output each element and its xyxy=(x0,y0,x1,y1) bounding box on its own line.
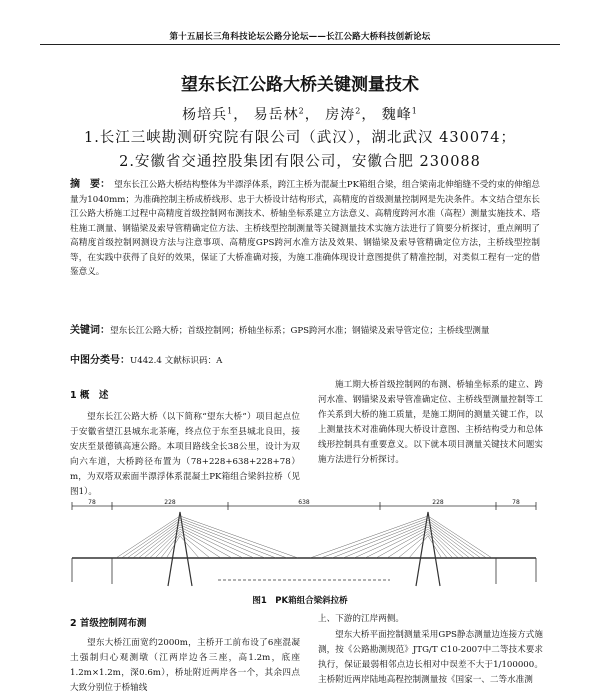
document-code-label: 文献标识码： xyxy=(164,356,217,366)
stay-cable xyxy=(428,534,447,558)
classification-label: 中图分类号： xyxy=(70,355,130,366)
author-name: 房涛 xyxy=(325,107,356,123)
stay-cable xyxy=(387,531,428,558)
abstract-text: 望东长江公路大桥结构整体为半漂浮体系，跨江主桥为混凝土PK箱组合梁，组合梁南北伸缩缝不受约束的伸缩总量为1040mm；为准确控制主桥成桥线形、忠于大桥设计结构形式，高精度的首级测量控制网是先决条件。本文结合望东长江公路大桥施工过程中高精度首级控制网布测技术、桥轴坐标系建立方法意义、高精度跨河水准（高程）测量实施技术、塔柱施工测量、钢锚梁及索导管精确定位方法、主桥线型控制测量等关键测量技术实施方法进行了简要分析探讨，重点阐明了高精度首级控制网测设方法与注意事项、高精度GPS跨河水准方法及效果、钢锚梁及索导管精确定位方法，主桥线型控制等，在实践中获得了良好的效果，保证了大桥准确对接，为施工准确体现设计意图提供了精准控制，对类似工程有一定的借鉴意义。 xyxy=(70,180,540,277)
tower-right xyxy=(416,512,440,586)
stay-cable xyxy=(428,520,481,558)
cable-stayed-bridge-drawing xyxy=(68,494,540,590)
section-2-heading: 2 首级控制网布测 xyxy=(70,618,147,629)
figure-1-caption: 图1 PK箱组合梁斜拉桥 xyxy=(252,596,348,606)
keywords-label: 关键词： xyxy=(70,325,110,336)
author-name: 易岳林 xyxy=(253,107,299,123)
section-2-right-top: 上、下游的江岸两侧。 xyxy=(318,614,404,624)
classification xyxy=(70,354,540,369)
section-1-left-paragraph: 望东长江公路大桥（以下简称“望东大桥”）项目起点位于安徽省望江县城东北茶庵，终点位于东至县城北良田，接安庆至景德镇高速公路。本项目路线全长38公里，设计为双向六车道，大桥跨径布置为（78+228+638+228+78）m，为双塔双索面半漂浮体系混凝土PK箱组合梁斜拉桥（见图1）。 xyxy=(70,412,300,497)
section-1-heading: 1 概 述 xyxy=(70,390,109,401)
affiliation-1: 1.长江三峡勘测研究院有限公司（武汉），湖北武汉 430074； xyxy=(83,130,517,146)
stay-cable xyxy=(365,527,428,558)
author-name: 魏峰 xyxy=(381,107,412,123)
stay-cable xyxy=(180,531,221,558)
stay-cable xyxy=(310,516,428,558)
keywords-text: 望东长江公路大桥；首级控制网；桥轴坐标系；GPS跨河水准；钢锚梁及索导管定位；主桥线型测量 xyxy=(110,326,490,336)
author-affiliation-mark: 2 xyxy=(355,106,362,116)
stay-cable xyxy=(180,527,243,558)
span-label: 78 xyxy=(512,499,520,506)
author-affiliation-mark: 2 xyxy=(298,106,305,116)
classification-code: U442.4 xyxy=(130,356,162,366)
figure-1 xyxy=(68,494,540,590)
section-2-right-paragraph: 望东大桥平面控制测量采用GPS静态测量边连接方式施测，按《公路勘测规范》JTG/T C10-2007中二等技术要求执行，保证最弱相邻点边长相对中误差不大于1/100000。主桥附近两岸陆地高程控制测量按《国家一、二等水准测 xyxy=(318,630,543,685)
span-label: 78 xyxy=(88,499,96,506)
stay-cable xyxy=(127,520,180,558)
stay-cable xyxy=(180,516,298,558)
tower-left xyxy=(168,512,192,586)
author-list: 杨培兵$^1$， 易岳林$^2$， 房涛$^2$， 魏峰$^1$ xyxy=(182,106,418,123)
stay-cable xyxy=(161,534,180,558)
document-code: A xyxy=(216,356,223,366)
keywords xyxy=(70,324,540,339)
section-2-left-paragraph: 望东大桥江面宽约2000m，主桥开工前布设了6座混凝土强制归心观测墩（江两岸边各三座，高1.2m，底座1.2m×1.2m，深0.6m），桥址附近两岸各一个，其余四点大致分别位于桥轴线 xyxy=(70,638,300,693)
abstract xyxy=(70,178,540,280)
span-label: 228 xyxy=(432,499,444,506)
header-rule xyxy=(40,44,560,45)
stay-cables xyxy=(116,516,492,558)
author-name: 杨培兵 xyxy=(182,107,228,123)
span-label: 638 xyxy=(298,499,310,506)
paper-title: 望东长江公路大桥关键测量技术 xyxy=(181,75,419,95)
span-label: 228 xyxy=(164,499,176,506)
affiliation-2: 2.安徽省交通控股集团有限公司，安徽合肥 230088 xyxy=(119,154,481,170)
section-1-right-paragraph: 施工期大桥首级控制网的布测、桥轴坐标系的建立、跨河水准、钢锚梁及索导管准确定位、主桥线型测量控制等工作关系到大桥的施工质量，是施工期间的测量关键工作，以上测量技术对准确体现大桥设计意图、主桥结构受力和总体线形控制具有重要意义。以下就本项目测量关键技术问题实施方法进行分析探讨。 xyxy=(318,380,543,465)
running-header: 第十五届长三角科技论坛公路分论坛——长江公路大桥科技创新论坛 xyxy=(169,32,431,42)
abstract-label: 摘 要： xyxy=(70,179,111,190)
author-affiliation-mark: 1 xyxy=(411,106,418,116)
author-affiliation-mark: 1 xyxy=(227,106,234,116)
